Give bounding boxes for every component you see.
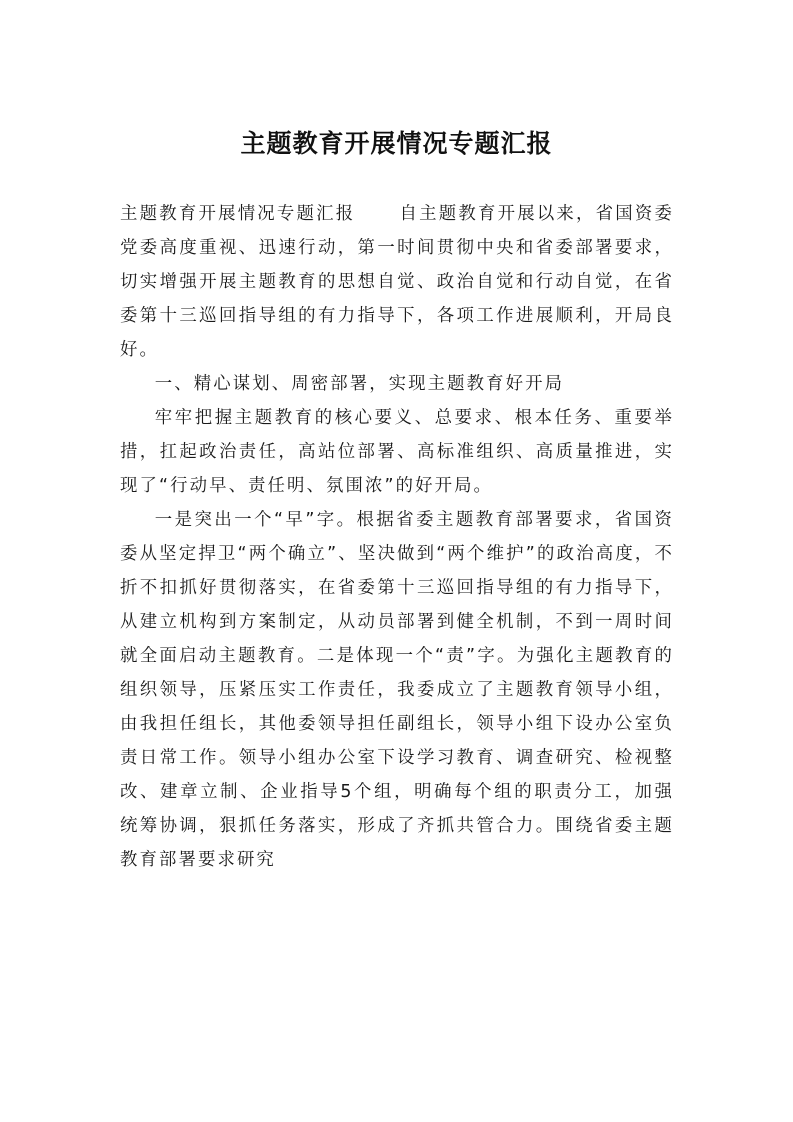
section-paragraph-2: 一是突出一个“早”字。根据省委主题教育部署要求，省国资委从坚定捍卫“两个确立”、坚决做到“两个维护”的政治高度，不折不扣抓好贯彻落实，在省委第十三巡回指导组的有力指导下，从建立机构到方案制定，从动员部署到健全机制，不到一周时间就全面启动主题教育。二是体现一个“责”字。为强化主题教育的组织领导，压紧压实工作责任，我委成立了主题教育领导小组，由我担任组长，其他委领导担任副组长，领导小组下设办公室负责日常工作。领导小组办公室下设学习教育、调查研究、检视整改、建章立制、企业指导5个组，明确每个组的职责分工，加强统筹协调，狠抓任务落实，形成了齐抓共管合力。围绕省委主题教育部署要求研究 xyxy=(120,510,674,870)
intro-label: 主题教育开展情况专题汇报 xyxy=(120,204,356,224)
section-paragraph-1: 牢牢把握主题教育的核心要义、总要求、根本任务、重要举措，扛起政治责任，高站位部署、高标准组织、高质量推进，实现了“行动早、责任明、氛围浓”的好开局。 xyxy=(120,408,674,496)
intro-text: 自主题教育开展以来，省国资委党委高度重视、迅速行动，第一时间贯彻中央和省委部署要求，切实增强开展主题教育的思想自觉、政治自觉和行动自觉，在省委第十三巡回指导组的有力指导下，各项工作进展顺利，开局良好。 xyxy=(120,204,675,360)
document-body xyxy=(120,197,674,877)
section-heading: 一、精心谋划、周密部署，实现主题教育好开局 xyxy=(154,374,565,394)
document-title: 主题教育开展情况专题汇报 xyxy=(240,129,553,158)
intro-paragraph xyxy=(120,197,674,367)
